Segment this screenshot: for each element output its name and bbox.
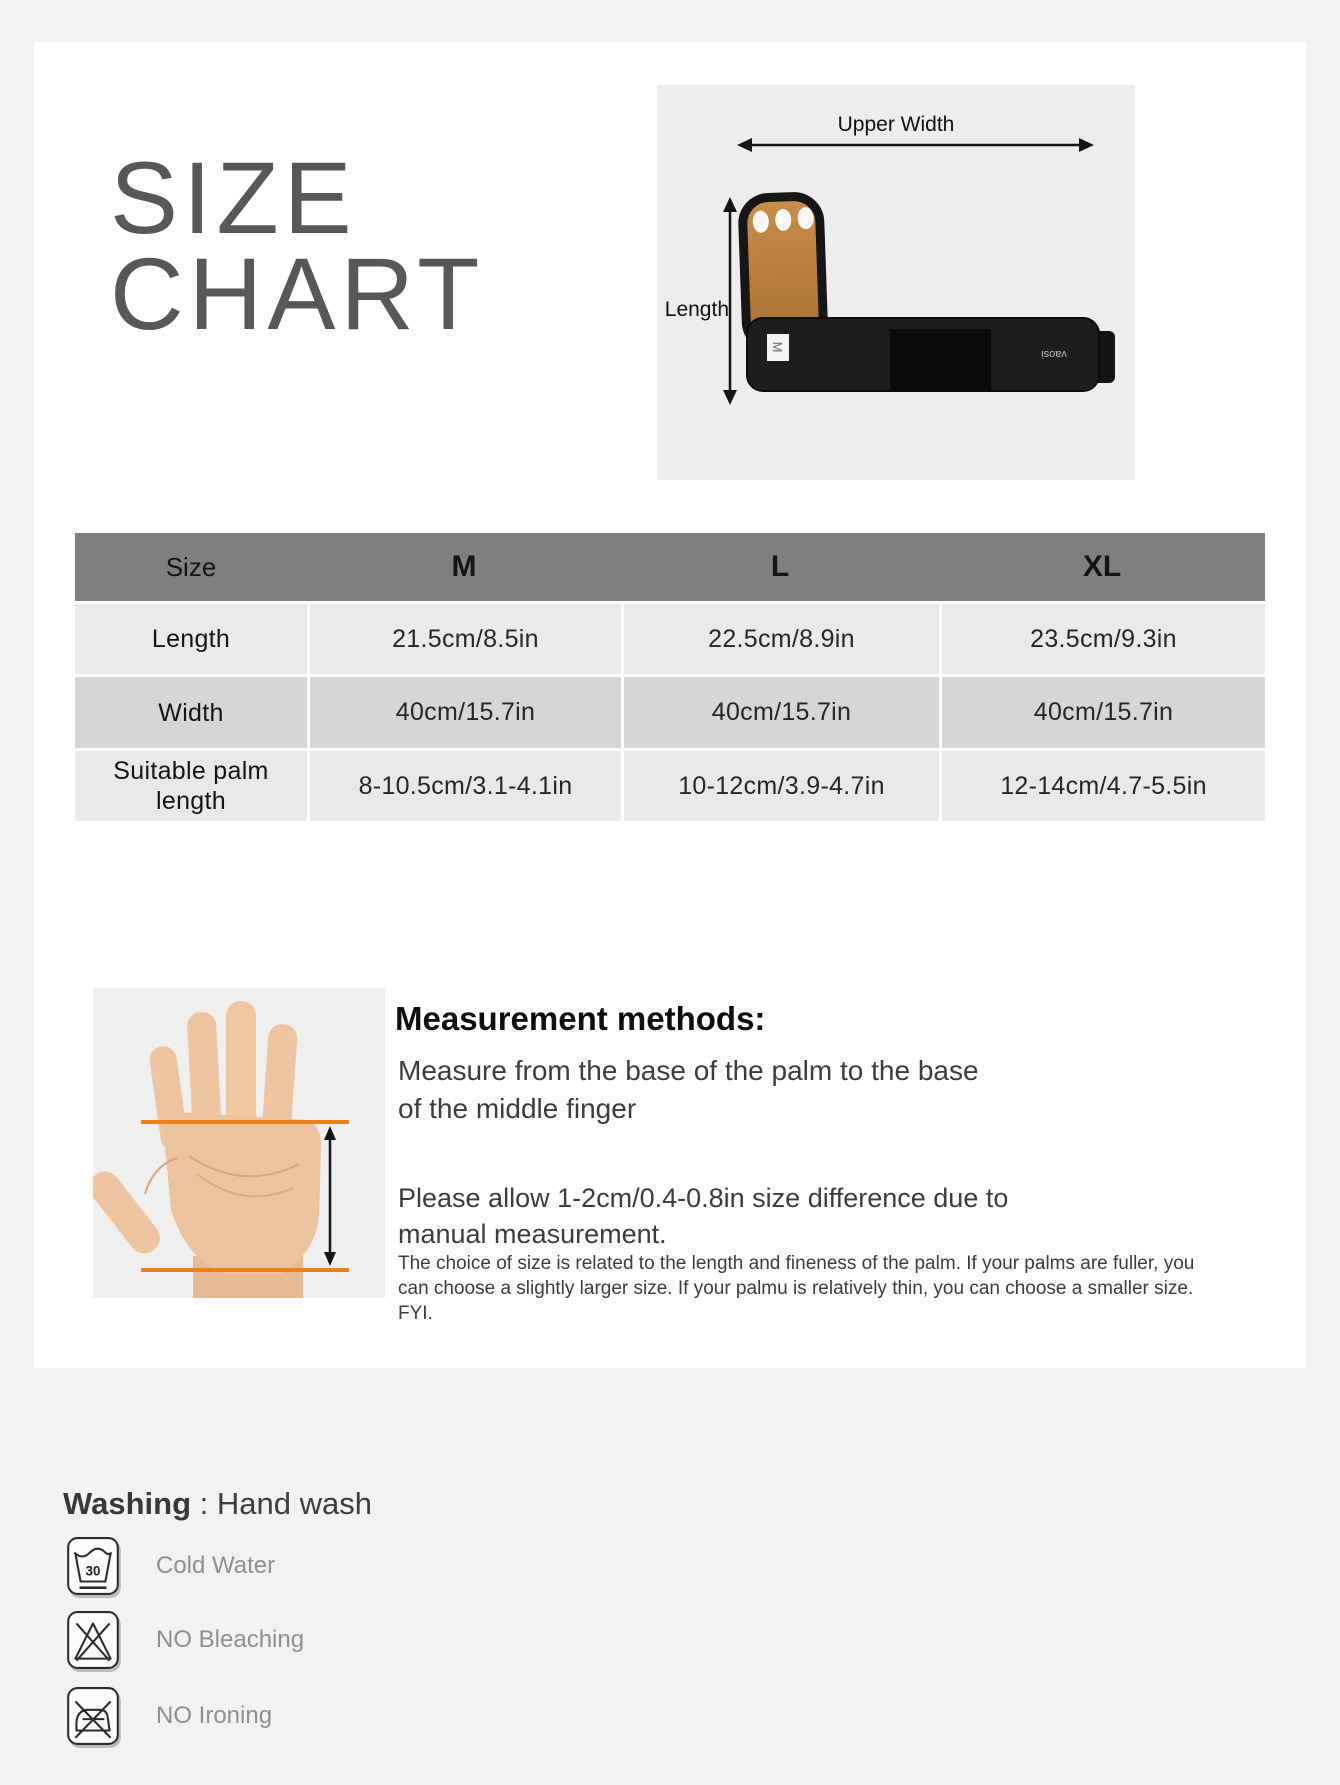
- care-item-no-ironing: [66, 1686, 273, 1746]
- hand-shape: [93, 1001, 321, 1298]
- size-tag: [767, 334, 789, 361]
- page-title-line1: SIZE: [110, 141, 357, 255]
- care-label: NO Bleaching: [156, 1626, 305, 1653]
- size-table-body: [75, 601, 1265, 821]
- table-cell: 40cm/15.7in: [307, 674, 621, 748]
- table-cell: 23.5cm/9.3in: [939, 601, 1265, 674]
- table-cell: 21.5cm/8.5in: [307, 601, 621, 674]
- col-header-size: Size: [165, 551, 217, 582]
- tolerance-note: Please allow 1-2cm/0.4-0.8in size difference due to manual measurement.: [398, 1183, 1009, 1249]
- hand-illustration: [93, 988, 385, 1298]
- washing-heading-value: Hand wash: [216, 1486, 372, 1521]
- col-header-m: M: [451, 550, 477, 583]
- wash-temp: 30: [85, 1563, 101, 1579]
- no-iron-icon: [66, 1686, 120, 1746]
- measurement-heading: Measurement methods:: [395, 1000, 766, 1037]
- care-label: NO Ironing: [156, 1702, 273, 1729]
- size-table-header: [75, 533, 1265, 601]
- row-label-length: Length: [75, 601, 307, 674]
- table-cell: 10-12cm/3.9-4.7in: [621, 748, 939, 821]
- measurement-description: Measure from the base of the palm to the base of the middle finger: [398, 1055, 979, 1124]
- table-cell: 40cm/15.7in: [939, 674, 1265, 748]
- table-cell: 12-14cm/4.7-5.5in: [939, 748, 1265, 821]
- care-label: Cold Water: [156, 1552, 276, 1579]
- wash-30-icon: [66, 1536, 120, 1596]
- palm-length-arrow: [324, 1126, 336, 1266]
- row-label-palm-length: Suitable palm length: [75, 748, 307, 821]
- table-cell: 40cm/15.7in: [621, 674, 939, 748]
- size-tag-letter: M: [770, 341, 785, 353]
- col-header-xl: XL: [1082, 550, 1122, 583]
- care-item-no-bleaching: [66, 1610, 305, 1670]
- col-header-l: L: [770, 550, 790, 583]
- no-bleach-icon: [66, 1610, 120, 1670]
- velcro-patch: [890, 329, 991, 391]
- page-title: [110, 141, 485, 351]
- brand-print: vaosi: [1041, 348, 1067, 360]
- size-table: [75, 533, 1265, 821]
- washing-heading: [63, 1486, 372, 1522]
- washing-heading-separator: :: [191, 1486, 217, 1521]
- size-advice-note: The choice of size is related to the length and fineness of the palm. If your palms are fuller, you can choose a slightly larger size. If your palmu is relatively thin, you can choose a smaller size. FYI.: [398, 1253, 1195, 1324]
- washing-heading-label: Washing: [63, 1486, 192, 1521]
- upper-width-label: Upper Width: [837, 113, 955, 136]
- upper-width-arrow: [737, 138, 1094, 152]
- table-cell: 22.5cm/8.9in: [621, 601, 939, 674]
- care-item-cold-water: [66, 1536, 276, 1596]
- page-title-line2: CHART: [110, 237, 485, 351]
- length-label: Length: [664, 298, 729, 321]
- row-label-width: Width: [75, 674, 307, 748]
- product-diagram: [657, 85, 1135, 480]
- grip-product-illustration: [657, 85, 1135, 480]
- hand-measurement-photo: [93, 988, 385, 1298]
- table-cell: 8-10.5cm/3.1-4.1in: [307, 748, 621, 821]
